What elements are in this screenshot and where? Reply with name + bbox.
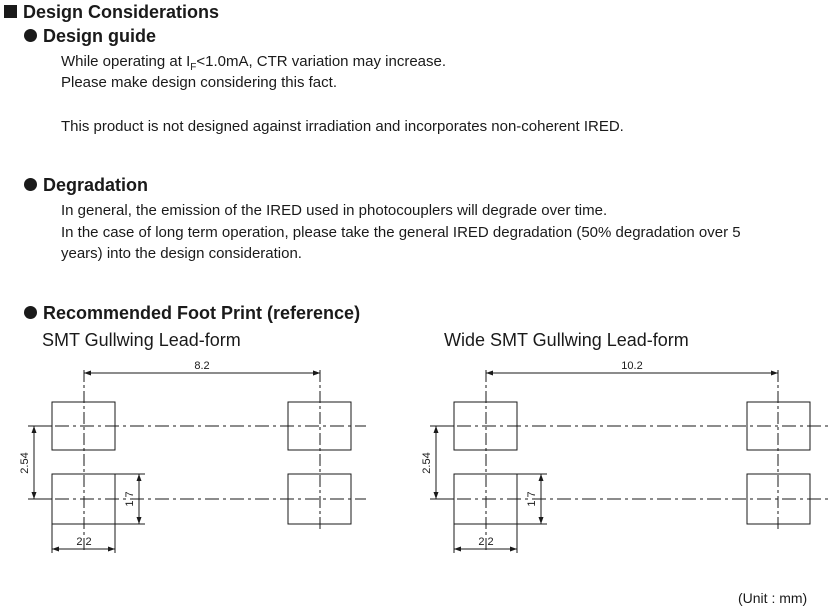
design-guide-line2: Please make design considering this fact. [61, 74, 337, 91]
wide-smt-gullwing-diagram [430, 370, 830, 553]
footprint-heading-text: Recommended Foot Print (reference) [43, 303, 361, 323]
dim-label-pitch: 10.2 [621, 360, 643, 372]
wide-smt-gullwing-title: Wide SMT Gullwing Lead-form [444, 330, 689, 350]
design-guide-heading-text: Design guide [43, 26, 157, 46]
line1-subscript: F [190, 62, 197, 73]
dim-label-pad-w: 2.2 [478, 536, 494, 548]
design-guide-line3: This product is not designed against irradiation and incorporates non-coherent IRED. [61, 118, 624, 135]
degradation-heading [24, 175, 148, 196]
dim-label-row: 2.54 [19, 452, 31, 474]
dim-label-row: 2.54 [421, 452, 433, 474]
degradation-line2: In the case of long term operation, please take the general IRED degradation (50% degradation over 5 [61, 224, 741, 241]
section-title [4, 2, 219, 23]
smt-gullwing-title: SMT Gullwing Lead-form [42, 330, 241, 350]
footprint-heading [24, 303, 360, 324]
design-guide-heading [24, 26, 156, 47]
degradation-line1: In general, the emission of the IRED used in photocouplers will degrade over time. [61, 202, 608, 219]
degradation-heading-text: Degradation [43, 175, 149, 195]
dim-label-pad-w: 2.2 [76, 536, 92, 548]
dim-label-pad-h: 1.7 [526, 491, 538, 507]
section-title-text: Design Considerations [23, 2, 220, 22]
dim-label-pad-h: 1.7 [124, 491, 136, 507]
circle-bullet-icon [24, 306, 37, 319]
circle-bullet-icon [24, 29, 37, 42]
line1-post: <1.0mA, CTR variation may increase. [196, 53, 447, 70]
square-bullet-icon [4, 5, 17, 18]
dim-label-pitch: 8.2 [194, 360, 210, 372]
degradation-line3: years) into the design consideration. [61, 245, 302, 262]
line1-pre: While operating at I [61, 53, 191, 70]
smt-gullwing-diagram [28, 370, 366, 553]
circle-bullet-icon [24, 178, 37, 191]
footprint-diagrams [0, 355, 836, 560]
unit-note: (Unit : mm) [738, 590, 808, 606]
